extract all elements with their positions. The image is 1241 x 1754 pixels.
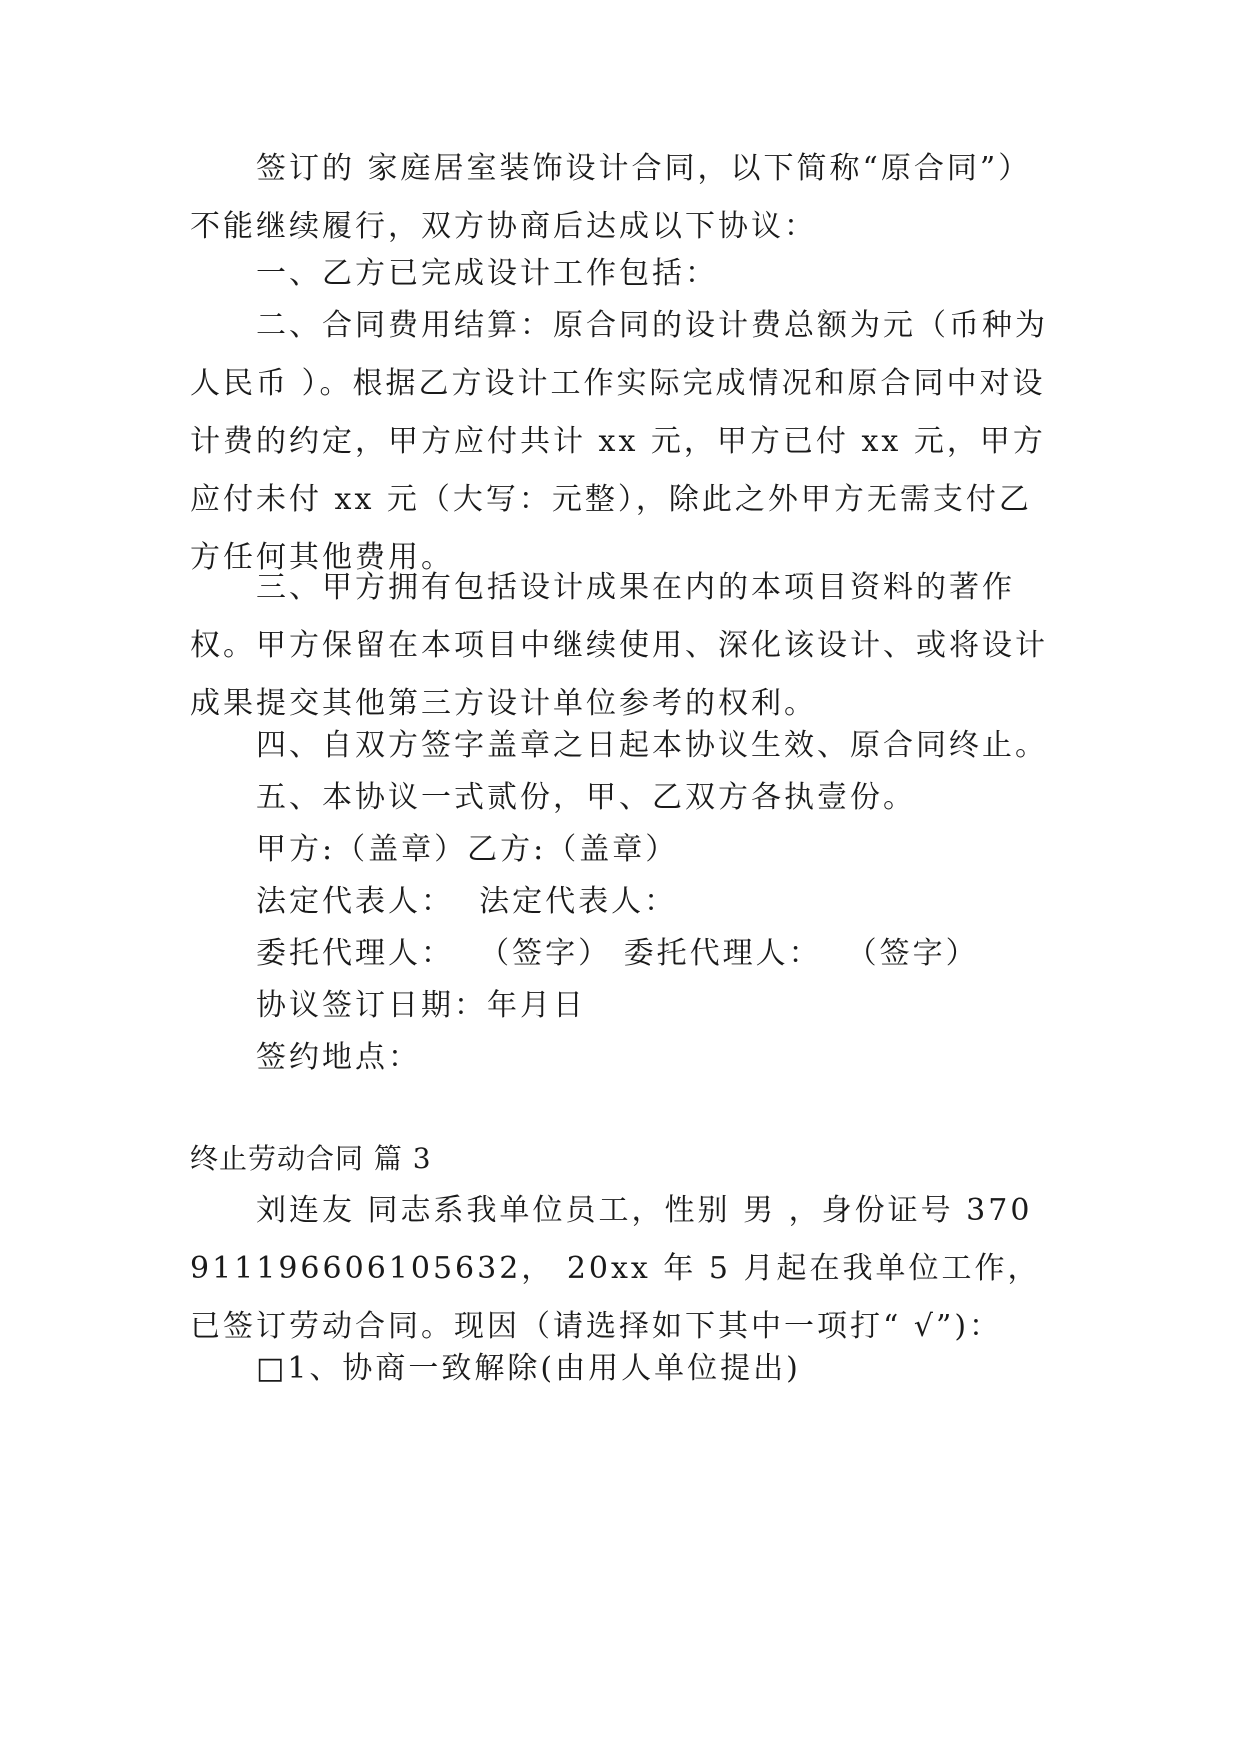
section-heading: 终止劳动合同 篇 3 (190, 1142, 432, 1175)
paragraph-intro: 签订的 家庭居室装饰设计合同，以下简称“原合同”）不能继续履行，双方协商后达成以下协议： (190, 151, 1032, 244)
signing-place-line: 签约地点： (256, 1040, 421, 1075)
paragraph-employee: 刘连友 同志系我单位员工，性别 男 ，身份证号 370911196606105632， 20xx 年 5 月起在我单位工作，已签订劳动合同。现因（请选择如下其中一项打“ √”)： (190, 1193, 1041, 1344)
option-item-1: □1、协商一致解除(由用人单位提出) (256, 1351, 801, 1386)
signature-representative-line: 法定代表人： 法定代表人： (256, 884, 678, 919)
clause-two: 二、合同费用结算：原合同的设计费总额为元（币种为人民币 ）。根据乙方设计工作实际完成情况和原合同中对设计费的约定，甲方应付共计 xx 元，甲方已付 xx 元，甲方应付未付 xx 元（大写：元整），除此之外甲方无需支付乙方任何其他费用。 (190, 308, 1048, 575)
clause-four: 四、自双方签字盖章之日起本协议生效、原合同终止。 (256, 728, 1048, 763)
clause-one: 一、乙方已完成设计工作包括： (256, 256, 718, 291)
clause-five: 五、本协议一式贰份，甲、乙双方各执壹份。 (256, 780, 916, 815)
signature-agent-line: 委托代理人： （签字） 委托代理人： （签字） (256, 936, 979, 971)
signature-seal-line: 甲方:（盖章）乙方:（盖章） (256, 832, 679, 867)
clause-three: 三、甲方拥有包括设计成果在内的本项目资料的著作权。甲方保留在本项目中继续使用、深化该设计、或将设计成果提交其他第三方设计单位参考的权利。 (190, 570, 1048, 721)
signing-date-line: 协议签订日期：年月日 (256, 988, 586, 1023)
